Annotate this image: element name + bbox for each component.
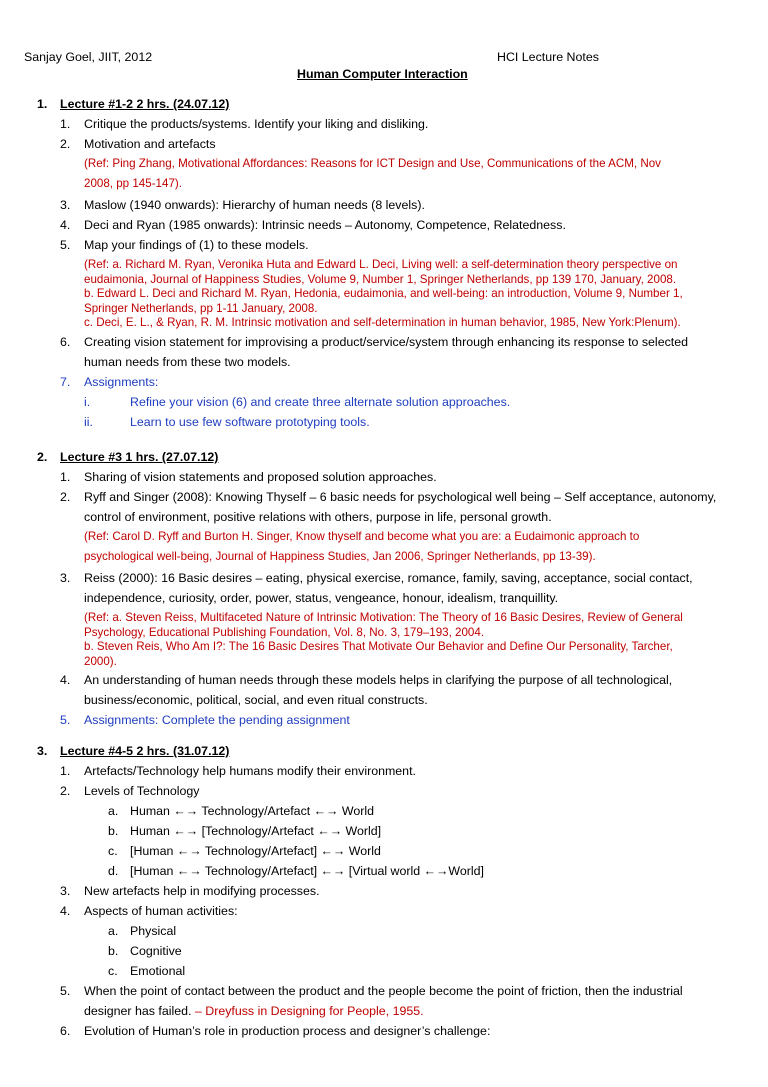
alpha-marker: d. bbox=[108, 864, 119, 878]
roman-numeral: i. bbox=[84, 394, 91, 409]
list-item-text: Sharing of vision statements and proposed solution approaches. bbox=[84, 470, 437, 484]
reference-text: (Ref: Carol D. Ryff and Burton H. Singer, Know thyself and become what you are: a Eudaimonic approach to bbox=[84, 530, 640, 543]
list-item-text: independence, curiosity, order, power, status, vengeance, honour, idealism, tranquillity. bbox=[84, 591, 559, 605]
reference-text: psychological well-being, Journal of Happiness Studies, Jan 2006, Springer Netherlands, pp 13-39). bbox=[84, 550, 596, 563]
list-item-text: designer has failed. – Dreyfuss in Designing for People, 1955. bbox=[84, 1004, 424, 1018]
reference-text: eudaimonia, Journal of Happiness Studies, Volume 9, Number 1, Springer Netherlands, pp 139 170, January, 2008. bbox=[84, 272, 677, 286]
reference-text: (Ref: Ping Zhang, Motivational Affordances: Reasons for ICT Design and Use, Communications of the ACM, Nov bbox=[84, 157, 661, 170]
list-item-text: New artefacts help in modifying processes. bbox=[84, 884, 320, 898]
assignment-item: Refine your vision (6) and create three alternate solution approaches. bbox=[130, 394, 511, 409]
section-heading: Lecture #1-2 2 hrs. (24.07.12) bbox=[60, 97, 230, 111]
section-heading: Lecture #3 1 hrs. (27.07.12) bbox=[60, 450, 219, 464]
list-subitem: Human ←→ [Technology/Artefact ←→ World] bbox=[130, 824, 382, 838]
list-subitem: Cognitive bbox=[130, 944, 182, 958]
list-item-text: When the point of contact between the product and the people become the point of friction, then the industrial bbox=[84, 984, 683, 998]
reference-text: (Ref: a. Steven Reiss, Multifaceted Nature of Intrinsic Motivation: The Theory of 16 Basic Desires, Review of General bbox=[84, 611, 683, 624]
list-item-text: Ryff and Singer (2008): Knowing Thyself – 6 basic needs for psychological well being – Self acceptance, autonomy, bbox=[84, 490, 717, 504]
list-item-text: Assignments: Complete the pending assignment bbox=[84, 713, 350, 727]
page-title: Human Computer Interaction bbox=[297, 67, 468, 81]
list-item-text: Levels of Technology bbox=[84, 784, 200, 798]
header-author: Sanjay Goel, JIIT, 2012 bbox=[24, 50, 153, 64]
list-number: 1. bbox=[60, 764, 71, 778]
section-number: 1. bbox=[37, 97, 48, 111]
section-number: 2. bbox=[37, 450, 48, 464]
list-number: 4. bbox=[60, 218, 71, 232]
list-number: 6. bbox=[60, 1024, 71, 1038]
list-item-text: Deci and Ryan (1985 onwards): Intrinsic needs – Autonomy, Competence, Relatedness. bbox=[84, 218, 566, 232]
list-item-text: control of environment, positive relations with others, purpose in life, personal growth. bbox=[84, 510, 552, 524]
list-item-text: Evolution of Human’s role in production process and designer’s challenge: bbox=[84, 1024, 491, 1038]
list-number: 1. bbox=[60, 117, 71, 131]
reference-text: 2008, pp 145-147). bbox=[84, 177, 182, 190]
alpha-marker: c. bbox=[108, 964, 118, 978]
list-item-text: Aspects of human activities: bbox=[84, 904, 238, 918]
list-number: 5. bbox=[60, 713, 71, 727]
list-number: 2. bbox=[60, 490, 71, 504]
list-subitem: Human ←→ Technology/Artefact ←→ World bbox=[130, 804, 375, 818]
assignment-item: Learn to use few software prototyping tools. bbox=[130, 414, 370, 429]
alpha-marker: b. bbox=[108, 944, 119, 958]
section-heading: Lecture #4-5 2 hrs. (31.07.12) bbox=[60, 744, 230, 758]
list-item-text: Artefacts/Technology help humans modify their environment. bbox=[84, 764, 416, 778]
reference-text: (Ref: a. Richard M. Ryan, Veronika Huta and Edward L. Deci, Living well: a self-determination theory perspective on bbox=[84, 258, 678, 271]
list-item-text: An understanding of human needs through these models helps in clarifying the purpose of all technological, bbox=[84, 673, 673, 687]
list-item-text: Assignments: bbox=[84, 374, 159, 389]
header-course: HCI Lecture Notes bbox=[497, 50, 599, 64]
list-subitem: [Human ←→ Technology/Artefact] ←→ World bbox=[130, 844, 381, 858]
list-number: 3. bbox=[60, 571, 71, 585]
reference-text: c. Deci, E. L., & Ryan, R. M. Intrinsic motivation and self-determination in human behavior, 1985, New York:Plenum). bbox=[84, 316, 681, 329]
list-number: 2. bbox=[60, 784, 71, 798]
list-number: 7. bbox=[60, 374, 71, 389]
alpha-marker: c. bbox=[108, 844, 118, 858]
list-number: 2. bbox=[60, 137, 71, 151]
reference-text: Springer Netherlands, pp 1-11 January, 2008. bbox=[84, 301, 318, 315]
list-item-text: business/economic, political, social, and even ritual constructs. bbox=[84, 693, 428, 707]
list-number: 3. bbox=[60, 884, 71, 898]
list-item-text: Critique the products/systems. Identify your liking and disliking. bbox=[84, 117, 429, 131]
list-item-text: Motivation and artefacts bbox=[84, 137, 216, 151]
list-item-text: Maslow (1940 onwards): Hierarchy of human needs (8 levels). bbox=[84, 198, 425, 212]
list-number: 4. bbox=[60, 904, 71, 918]
alpha-marker: a. bbox=[108, 804, 119, 818]
list-item-text: human needs from these two models. bbox=[84, 354, 291, 369]
list-number: 6. bbox=[60, 334, 71, 349]
reference-text: b. Edward L. Deci and Richard M. Ryan, Hedonia, eudaimonia, and well-being: an introduction, Volume 9, Number 1, bbox=[84, 287, 683, 300]
reference-text: 2000). bbox=[84, 654, 117, 668]
alpha-marker: a. bbox=[108, 924, 119, 938]
list-number: 5. bbox=[60, 984, 71, 998]
reference-text: Psychology, Educational Publishing Foundation, Vol. 8, No. 3, 179–193, 2004. bbox=[84, 625, 485, 639]
list-number: 5. bbox=[60, 238, 71, 252]
roman-numeral: ii. bbox=[84, 414, 93, 429]
list-number: 4. bbox=[60, 673, 71, 687]
list-item-text: Reiss (2000): 16 Basic desires – eating, physical exercise, romance, family, saving, acceptance, social contact, bbox=[84, 571, 693, 585]
list-item-text: Creating vision statement for improvising a product/service/system through enhancing its response to selected bbox=[84, 334, 689, 349]
list-subitem: [Human ←→ Technology/Artefact] ←→ [Virtual world ←→World] bbox=[130, 864, 484, 878]
section-number: 3. bbox=[37, 744, 48, 758]
reference-text: b. Steven Reis, Who Am I?: The 16 Basic Desires That Motivate Our Behavior and Define Our Personality, Tarcher, bbox=[84, 640, 673, 653]
alpha-marker: b. bbox=[108, 824, 119, 838]
list-number: 3. bbox=[60, 198, 71, 212]
list-number: 1. bbox=[60, 470, 71, 484]
list-subitem: Physical bbox=[130, 924, 177, 938]
citation-inline: – Dreyfuss in Designing for People, 1955. bbox=[191, 1004, 424, 1018]
list-subitem: Emotional bbox=[130, 964, 186, 978]
list-item-text: Map your findings of (1) to these models. bbox=[84, 238, 309, 252]
